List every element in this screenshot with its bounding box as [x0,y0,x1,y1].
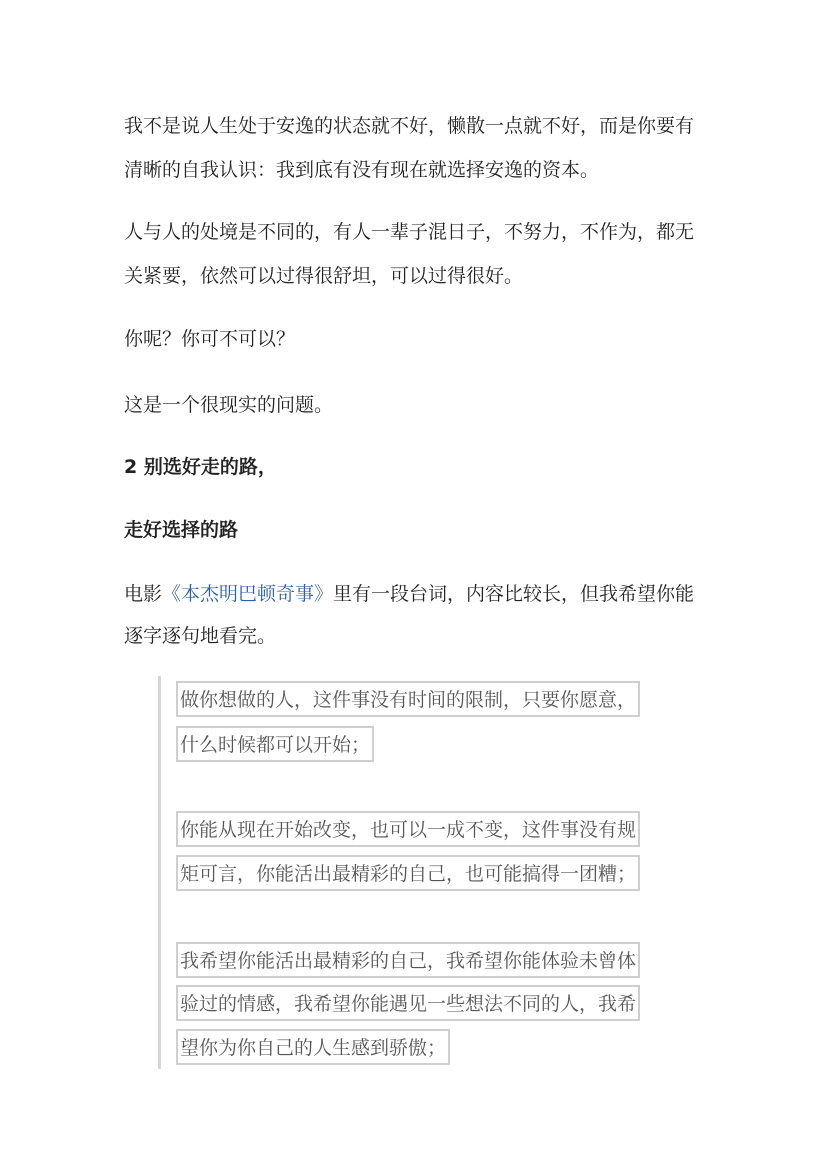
paragraph-5-prefix: 电影 [124,583,163,605]
paragraph-3: 你呢？你可不可以？ [124,328,296,350]
movie-title-link[interactable]: 《本杰明巴顿奇事》 [162,583,334,605]
section-heading-line-2: 走好选择的路 [124,519,239,541]
paragraph-1-line-1: 我不是说人生处于安逸的状态就不好，懒散一点就不好，而是你要有 [124,115,695,137]
paragraph-4: 这是一个很现实的问题。 [124,394,334,416]
quote-line-2: 什么时候都可以开始； [176,726,374,762]
quote-line-3: 你能从现在开始改变，也可以一成不变，这件事没有规 [176,811,640,847]
paragraph-5-line-2: 逐字逐句地看完。 [124,625,277,647]
paragraph-2-line-2: 关紧要，依然可以过得很舒坦，可以过得很好。 [124,265,524,287]
paragraph-2-line-1: 人与人的处境是不同的，有人一辈子混日子，不努力，不作为，都无 [124,221,695,243]
quote-line-6: 验过的情感，我希望你能遇见一些想法不同的人，我希 [176,985,640,1021]
quote-line-5: 我希望你能活出最精彩的自己，我希望你能体验未曾体 [176,942,640,978]
paragraph-1-line-2: 清晰的自我认识：我到底有没有现在就选择安逸的资本。 [124,159,600,181]
paragraph-5-line-1 [124,570,694,618]
quote-line-1: 做你想做的人，这件事没有时间的限制，只要你愿意， [176,681,640,717]
quote-line-7: 望你为你自己的人生感到骄傲； [176,1029,450,1065]
section-heading-line-1: 2 别选好走的路， [124,456,277,478]
blockquote-bar [158,676,161,1069]
quote-line-4: 矩可言，你能活出最精彩的自己，也可能搞得一团糟； [176,855,640,891]
paragraph-5-suffix: 里有一段台词，内容比较长，但我希望你能 [333,583,695,605]
